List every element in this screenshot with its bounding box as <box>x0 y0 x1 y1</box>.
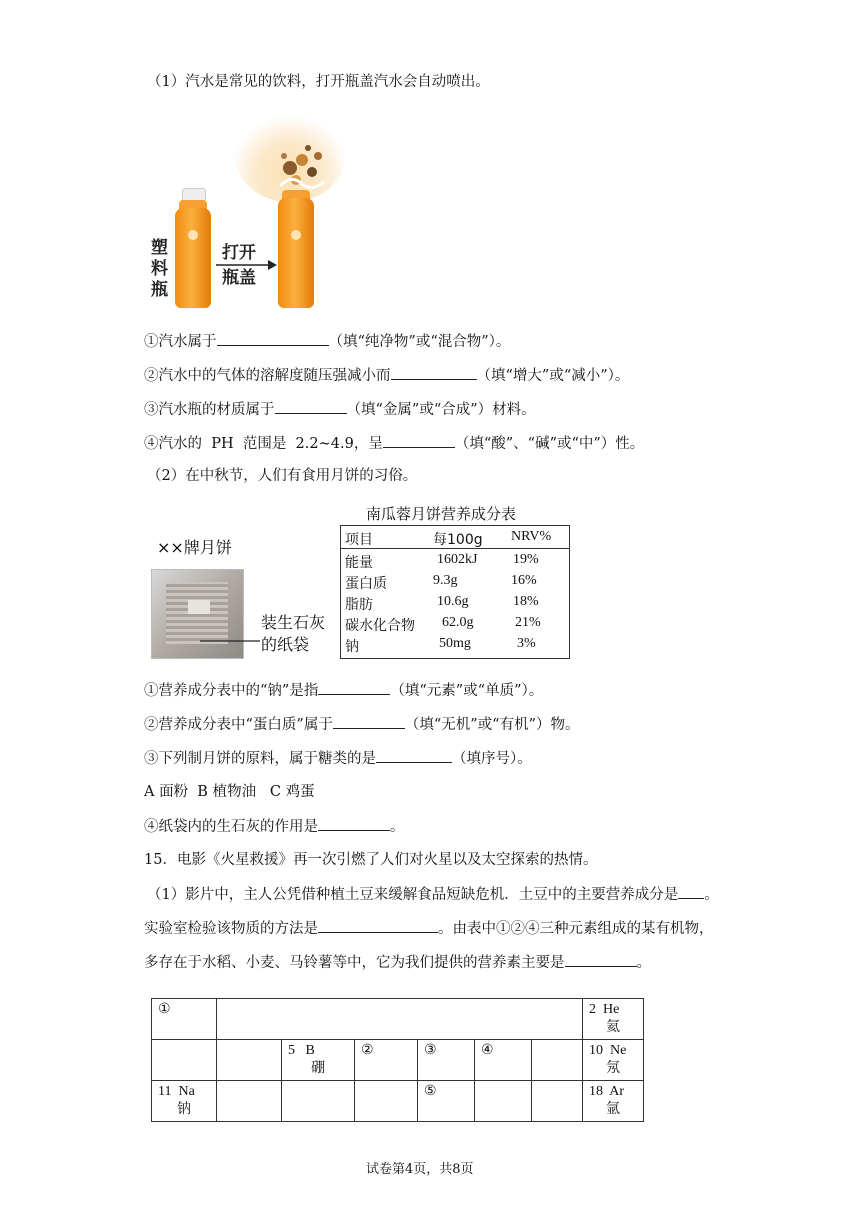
cell-boron: 5 B 硼 <box>282 1040 355 1081</box>
q15-p1-line2: 实验室检验该物质的方法是 。由表中①②④三种元素组成的某有机物， <box>144 918 714 939</box>
cell-sodium: 11 Na 钠 <box>152 1081 217 1122</box>
row-value: 1602kJ <box>437 552 478 567</box>
cell-element-4: ④ <box>475 1040 532 1081</box>
part1-item4: ④汽水的 PH 范围是 2.2~4.9，呈 （填“酸”、“碱”或“中”）性。 <box>144 433 644 454</box>
part1-item2: ②汽水中的气体的溶解度随压强减小而 （填“增大”或“减小”）。 <box>144 365 629 386</box>
row-nrv: 18% <box>513 594 539 609</box>
row-value: 10.6g <box>437 594 469 609</box>
mooncake-package-image <box>151 569 244 659</box>
row-name: 能量 <box>345 555 373 571</box>
row-value: 9.3g <box>433 573 458 588</box>
cell-element-2: ② <box>355 1040 418 1081</box>
row-name: 钠 <box>345 639 359 655</box>
part1-item3: ③汽水瓶的材质属于 （填“金属”或“合成”）材料。 <box>144 399 536 420</box>
part2-item3: ③下列制月饼的原料，属于糖类的是 （填序号）。 <box>144 748 532 769</box>
answer-blank[interactable] <box>678 884 704 899</box>
answer-blank[interactable] <box>565 952 637 967</box>
q15-p1-line3: 多存在于水稻、小麦、马铃薯等中，它为我们提供的营养素主要是 。 <box>144 952 651 973</box>
q15-p1-line1: （1）影片中，主人公凭借种植土豆来缓解食品短缺危机．土豆中的主要营养成分是 。 <box>147 884 719 905</box>
page-footer: 试卷第4页，共8页 <box>366 1162 474 1177</box>
part1-item1: ①汽水属于 （填“纯净物”或“混合物”）。 <box>144 331 510 352</box>
opened-bottle <box>278 198 314 308</box>
answer-blank[interactable] <box>376 748 452 763</box>
cell-argon: 18 Ar 氩 <box>583 1081 644 1122</box>
row-value: 62.0g <box>442 615 474 630</box>
row-name: 碳水化合物 <box>345 618 415 634</box>
answer-blank[interactable] <box>391 365 477 380</box>
cell-element-5: ⑤ <box>418 1081 475 1122</box>
empty-cell <box>475 1081 532 1122</box>
empty-cell <box>532 1081 583 1122</box>
answer-blank[interactable] <box>318 680 390 695</box>
cell-neon: 10 Ne 氖 <box>583 1040 644 1081</box>
empty-span <box>217 999 583 1040</box>
periodic-table <box>151 998 644 1122</box>
cell-element-1: ① <box>152 999 217 1040</box>
empty-cell <box>282 1081 355 1122</box>
row-value: 50mg <box>439 636 471 651</box>
part2-intro: （2）在中秋节，人们有食用月饼的习俗。 <box>147 468 418 484</box>
cell-helium: 2 He 氦 <box>583 999 644 1040</box>
row-name: 脂肪 <box>345 597 373 613</box>
answer-blank[interactable] <box>318 918 438 933</box>
answer-blank[interactable] <box>318 816 390 831</box>
nutrition-table-title: 南瓜蓉月饼营养成分表 <box>366 505 517 523</box>
bag-label: 装生石灰 的纸袋 <box>261 613 326 654</box>
pointer-line <box>200 638 262 644</box>
row-nrv: 19% <box>513 552 539 567</box>
q15-stem: 15．电影《火星救援》再一次引燃了人们对火星以及太空探索的热情。 <box>144 852 598 868</box>
col-header-nrv: NRV% <box>511 529 552 544</box>
brand-label: ××牌月饼 <box>157 538 232 557</box>
arrow-label-top: 打开 <box>222 243 256 263</box>
part2-item2: ②营养成分表中“蛋白质”属于 （填“无机”或“有机”）物。 <box>144 714 579 735</box>
closed-bottle <box>175 208 211 308</box>
part2-options: A 面粉 B 植物油 C 鸡蛋 <box>144 784 315 800</box>
part1-intro: （1）汽水是常见的饮料，打开瓶盖汽水会自动喷出。 <box>147 74 490 90</box>
empty-cell <box>152 1040 217 1081</box>
spray-splash-icon <box>272 138 332 194</box>
bottle-material-label: 塑 料 瓶 <box>151 238 168 300</box>
right-arrow-icon <box>216 259 278 271</box>
row-nrv: 16% <box>511 573 537 588</box>
part2-item1: ①营养成分表中的“钠”是指 （填“元素”或“单质”）。 <box>144 680 543 701</box>
col-header-item: 项目 <box>345 532 373 548</box>
part2-item4: ④纸袋内的生石灰的作用是 。 <box>144 816 405 837</box>
col-header-per100g: 每100g <box>433 532 483 548</box>
empty-cell <box>217 1040 282 1081</box>
answer-blank[interactable] <box>275 399 347 414</box>
answer-blank[interactable] <box>217 331 329 346</box>
cell-element-3: ③ <box>418 1040 475 1081</box>
nutrition-table <box>340 525 570 659</box>
row-nrv: 21% <box>515 615 541 630</box>
empty-cell <box>217 1081 282 1122</box>
row-nrv: 3% <box>517 636 536 651</box>
empty-cell <box>532 1040 583 1081</box>
arrow-label-bottom: 瓶盖 <box>222 268 256 288</box>
answer-blank[interactable] <box>383 433 455 448</box>
answer-blank[interactable] <box>333 714 405 729</box>
row-name: 蛋白质 <box>345 576 387 592</box>
empty-cell <box>355 1081 418 1122</box>
